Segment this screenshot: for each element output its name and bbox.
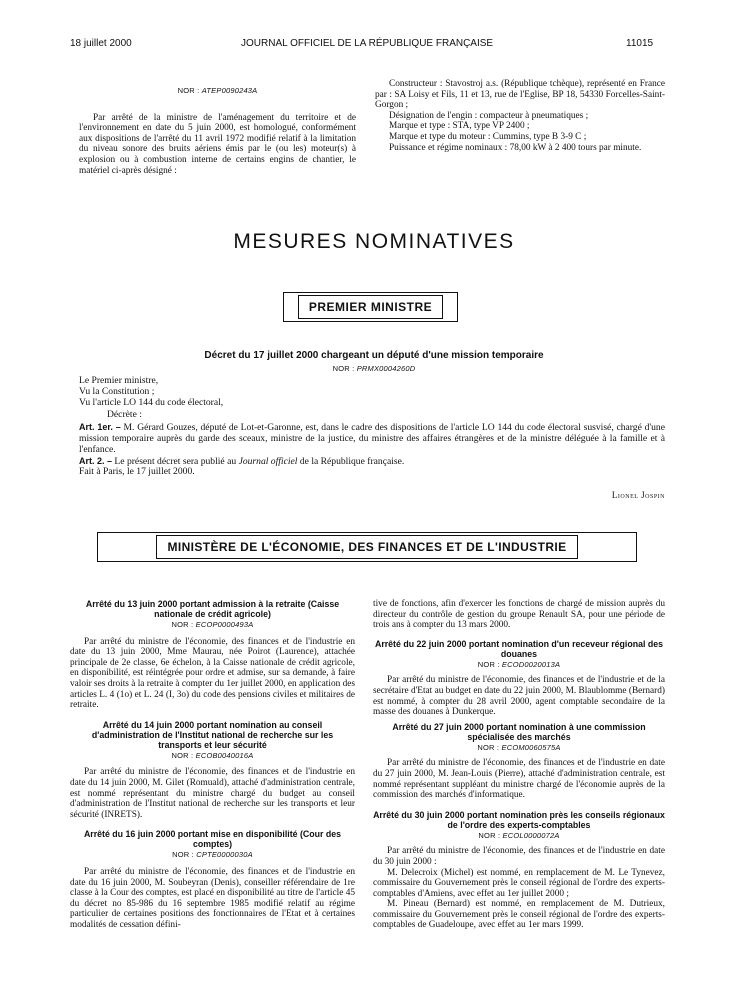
article-1-text: M. Gérard Gouzes, député de Lot-et-Garonne, est, dans le cadre des dispositions de l'article LO 144 du code électoral susvisé, chargé d'une mission temporaire auprès du garde des sceaux, ministre de la justice, du ministre des affaires étrangères et de la ministre déléguée à la famille et à l'enfance. — [79, 422, 665, 455]
continuation-text: tive de fonctions, afin d'exercer les fonctions de chargé de mission auprès du directeur du contrôle de gestion du groupe Renault SA, pour une période de trois ans à compter du 13 mars 2000. — [373, 599, 665, 631]
arrete-text: Par arrêté du ministre de l'économie, des finances et de l'industrie en date du 27 juin 2000, M. Jean-Louis (Pierre), attaché d'administration centrale, est nommé représentant suppléant du ministre chargé de l'économie auprès de la commission des marchés d'informatique. — [373, 758, 665, 801]
arrete-text: Par arrêté du ministre de l'économie, des finances et de l'industrie en date du 14 juin 2000, M. Gilet (Romuald), attaché d'administration centrale, est nommé représentant du ministre chargé du budget au conseil d'administration de l'Institut national de recherche sur les transports et leur sécurité (INRETS). — [70, 767, 355, 820]
premier-ministre-label: PREMIER MINISTRE — [298, 295, 443, 319]
ministere-label: MINISTÈRE DE L'ÉCONOMIE, DES FINANCES ET DE L'INDUSTRIE — [156, 535, 577, 559]
nor-reference: NOR : ECOM0060575A — [477, 742, 561, 752]
ministere-box — [97, 532, 637, 562]
nor-code: ATEP0090243A — [201, 86, 258, 95]
top-left-column — [79, 86, 356, 176]
article-1-label: Art. 1er. – — [79, 422, 121, 433]
preamble-line: Vu l'article LO 144 du code électoral, — [79, 396, 224, 408]
page-number: 11015 — [626, 38, 654, 49]
nor-code: PRMX0004260D — [356, 364, 416, 373]
top-right-column — [375, 79, 665, 153]
nor-code: ECOL0000072A — [502, 830, 560, 840]
section-title: MESURES NOMINATIVES — [233, 230, 515, 253]
article-2-label: Art. 2. – — [79, 455, 113, 466]
preamble-line: Vu la Constitution ; — [79, 385, 155, 397]
designation-line: Désignation de l'engin : compacteur à pneumatiques ; — [389, 110, 589, 121]
constructeur-line: Constructeur : Stavostroj a.s. (République tchèque), représenté en France par : SA Loisy et Fils, 11 et 13, rue de l'Eglise, BP 18, 54330 Forcelles-Saint-Gorgon ; — [375, 79, 665, 111]
arrete-title: Arrêté du 22 juin 2000 portant nomination d'un receveur régional des douanes — [374, 638, 664, 659]
decrete-line: Décrète : — [107, 409, 142, 421]
arrete-text: Par arrêté du ministre de l'économie, des finances et de l'industrie en date du 13 juin 2000, Mme Maurau, née Poirot (Laurence), attachée principale de 2e classe, 6e échelon, à la Caisse nationale de crédit agricole, en disponibilité, est réintégrée pour ordre et admise, sur sa demande, à faire valoir ses droits à la retraite à compter du 1er juillet 2000, en application des articles L. 4 (1o) et L. 24 (I, 3o) du code des pensions civiles et militaires de retraite. — [70, 636, 355, 711]
nomination-item: M. Pineau (Bernard) est nommé, en remplacement de M. Dutrieux, commissaire du Gouvernement près le conseil régional de l'ordre des experts-comptables de Guadeloupe, avec effet au 1er mars 1999. — [373, 899, 665, 931]
nor-reference: NOR : ECOB0040016A — [171, 750, 254, 760]
moteur-line: Marque et type du moteur : Cummins, type B 3-9 C ; — [389, 131, 587, 142]
ministere-right-column — [373, 599, 665, 931]
nor-code: ECOD0020013A — [501, 659, 561, 669]
marque-type-line: Marque et type : STA, type VP 2400 ; — [389, 121, 530, 132]
decree-body — [79, 376, 665, 478]
nor-label: NOR : — [177, 86, 200, 95]
arrete-text: Par arrêté du ministre de l'économie, des finances et de l'industrie et de la secrétaire d'Etat au budget en date du 22 juin 2000, M. Blaublomme (Bernard) est nommé, à compter du 28 avril 2000, agent comptable secondaire de la masse des douanes à Dunkerque. — [373, 675, 665, 718]
nor-reference: NOR : ECOP0000493A — [171, 620, 254, 629]
nor-code: ECOP0000493A — [195, 620, 254, 629]
done-line: Fait à Paris, le 17 juillet 2000. — [79, 466, 195, 478]
article-2-text-b: de la République française. — [299, 455, 405, 467]
nor-reference: NOR : ECOD0020013A — [477, 659, 561, 669]
article-2-journal: Journal officiel — [238, 455, 298, 467]
decree-title: Décret du 17 juillet 2000 chargeant un député d'une mission temporaire — [204, 350, 544, 361]
nor-code: CPTE0000030A — [196, 850, 253, 860]
arrete-paragraph: Par arrêté de la ministre de l'aménagement du territoire et de l'environnement en date du 5 juin 2000, est homologué, conformément aux dispositions de l'arrêté du 11 avril 1972 modifié relatif à la limitation du niveau sonore des bruits aériens émis par le (ou les) moteur(s) à explosion ou à combustion interne de certains engins de chantier, le matériel ci-après désigné : — [79, 112, 356, 176]
nor-reference — [79, 86, 356, 97]
preamble-line: Le Premier ministre, — [79, 375, 159, 386]
article-2-text-a: Le présent décret sera publié au — [114, 455, 237, 467]
arrete-title: Arrêté du 13 juin 2000 portant admission à la retraite (Caisse nationale de crédit agricole) — [85, 599, 340, 619]
nomination-item: M. Delecroix (Michel) est nommé, en remplacement de M. Le Tynevez, commissaire du Gouvernement près le conseil régional de l'ordre des experts-comptables d'Amiens, avec effet au 1er juillet 2000 ; — [373, 867, 665, 899]
arrete-text: Par arrêté du ministre de l'économie, des finances et de l'industrie en date du 30 juin 2000 : — [373, 846, 665, 867]
nor-label: NOR : — [332, 364, 355, 373]
signature: Lionel Jospin — [611, 490, 665, 500]
nor-reference: NOR : ECOL0000072A — [478, 830, 560, 840]
arrete-title: Arrêté du 30 juin 2000 portant nomination près les conseils régionaux de l'ordre des experts-comptables — [373, 809, 665, 830]
article-1 — [79, 422, 665, 455]
premier-ministre-box — [283, 292, 458, 322]
arrete-title: Arrêté du 27 juin 2000 portant nomination à une commission spécialisée des marchés — [392, 721, 646, 742]
nor-reference: NOR : CPTE0000030A — [172, 850, 253, 860]
issue-date: 18 juillet 2000 — [70, 38, 132, 49]
ministere-left-column — [70, 599, 355, 930]
decree-nor — [0, 364, 748, 373]
puissance-line: Puissance et régime nominaux : 78,00 kW à 2 400 tours par minute. — [389, 142, 642, 153]
arrete-text: Par arrêté du ministre de l'économie, des finances et de l'industrie en date du 16 juin 2000, M. Soubeyran (Denis), conseiller référendaire de 1re classe à la Cour des comptes, est placé en disponibilité au titre de l'article 45 du décret no 85-986 du 16 septembre 1985 modifié relatif au régime particulier de certaines positions des fonctionnaires de l'Etat et à certaines modalités de cessation défini- — [70, 866, 355, 930]
nor-code: ECOM0060575A — [501, 742, 561, 752]
arrete-title: Arrêté du 14 juin 2000 portant nomination au conseil d'administration de l'Institut national de recherche sur les transports et leur sécurité — [91, 719, 334, 750]
arrete-title: Arrêté du 16 juin 2000 portant mise en disponibilité (Cour des comptes) — [83, 829, 342, 850]
journal-title: JOURNAL OFFICIEL DE LA RÉPUBLIQUE FRANÇAISE — [241, 38, 494, 49]
nor-code: ECOB0040016A — [195, 750, 254, 760]
